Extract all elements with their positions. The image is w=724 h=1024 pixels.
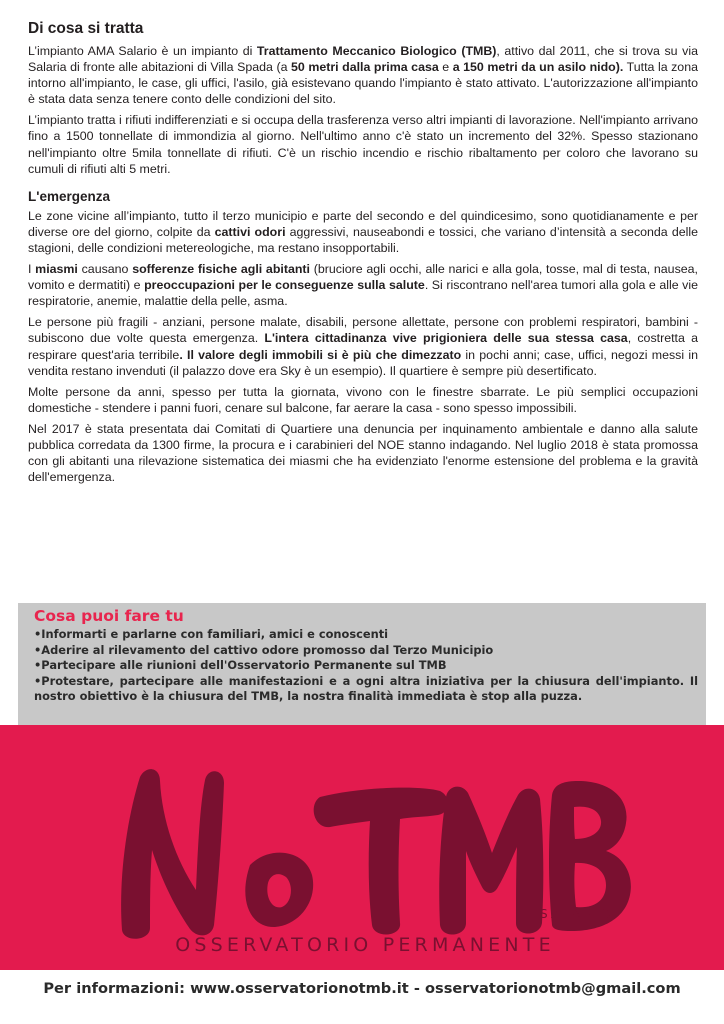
paragraph bbox=[28, 112, 698, 176]
bold-text: . Il valore degli immobili si è più che dimezzato bbox=[179, 347, 462, 362]
article bbox=[28, 20, 698, 490]
section-title-what: Di cosa si tratta bbox=[28, 20, 144, 37]
text: I bbox=[28, 262, 36, 277]
paragraph bbox=[28, 421, 698, 485]
bold-text: sofferenze fisiche agli abitanti bbox=[132, 262, 310, 277]
notmb-logo bbox=[0, 725, 724, 970]
text: e bbox=[438, 60, 453, 75]
text: . Si riscontrano nell'area tumori alla gola e alle vie respiratorie, anemie, malattie della pelle, asma. bbox=[28, 278, 699, 309]
action-item: •Partecipare alle riunioni dell'Osservatorio Permanente sul TMB bbox=[34, 658, 447, 672]
paragraph bbox=[28, 384, 698, 416]
footer bbox=[0, 970, 724, 1024]
logo-sub-text: SALARIO bbox=[540, 907, 614, 921]
action-item: •Protestare, partecipare alle manifestazioni e a ogni altra iniziativa per la chiusura dell'impianto. Il nostro obiettivo è la chiusura del TMB, la nostra finalità immediata è stop alla puzza. bbox=[34, 673, 698, 703]
text: Tutta la zona intorno all'impianto, le case, gli uffici, l'asilo, già esistevano quando l'impianto è stato attivato. L'autorizzazione all'impianto è stata data senza tenere conto delle condizioni del sito. bbox=[28, 60, 698, 107]
text: (bruciore agli occhi, alle narici e alla gola, tosse, mal di testa, nausea, vomito e dermatiti) e bbox=[28, 262, 698, 293]
paragraph bbox=[28, 43, 698, 107]
paragraph bbox=[28, 314, 698, 378]
actions-title: Cosa puoi fare tu bbox=[34, 607, 184, 625]
bold-text: L'intera cittadinanza vive prigioniera delle sua stessa casa bbox=[264, 331, 628, 346]
text: Le zone vicine all’impianto, tutto il terzo municipio e parte del secondo e del quindicesimo, sono quotidianamente e per diverse ore del giorno, colpite da bbox=[28, 208, 698, 239]
action-item: •Aderire al rilevamento del cattivo odore promosso dal Terzo Municipio bbox=[34, 642, 494, 657]
paragraph bbox=[28, 261, 698, 309]
paragraph bbox=[28, 208, 698, 256]
contact-info: Per informazioni: www.osservatorionotmb.it - osservatorionotmb@gmail.com bbox=[43, 980, 681, 997]
text: L’impianto AMA Salario è un impianto di bbox=[28, 44, 257, 58]
text: causano bbox=[77, 262, 133, 277]
text: , costretta a respirare quest'aria terribile bbox=[28, 331, 698, 362]
text: aggressivi, nauseabondi e tossici, che variano d’intensità a seconda delle stagioni, delle condizioni metereologiche, ma restano insopportabili. bbox=[28, 224, 699, 255]
text: in pochi anni; case, uffici, negozi messi in vendita restano invenduti (il palazzo dove era Sky è un esempio). Il quartiere è sempre più desertificato. bbox=[28, 347, 698, 378]
bold-text: a 150 metri da un asilo nido). bbox=[452, 60, 624, 75]
text: L’impianto tratta i rifiuti indifferenziati e si occupa della trasferenza verso altri impianti di lavorazione. Nell'impianto arrivano fino a 1500 tonnellate di immondizia al giorno. Nell'ultimo anno c'è stato un incremento del 32%. Spesso stazionano nell'impianto oltre 5mila tonnellate di rifiuti. C'è un rischio incendio e rischio ribaltamento per coloro che lavorano su cumuli di rifiuti alti 5 metri. bbox=[28, 113, 698, 176]
bold-text: 50 metri dalla prima casa bbox=[291, 60, 439, 75]
bold-text: miasmi bbox=[35, 262, 78, 277]
bold-text: cattivi odori bbox=[214, 224, 286, 239]
actions-box bbox=[18, 603, 706, 725]
text: Le persone più fragili - anziani, persone malate, disabili, persone allettate, persone con problemi respiratori, bambini - subiscono due volte questa emergenza. bbox=[28, 315, 698, 346]
logo-org-text: OSSERVATORIO PERMANENTE bbox=[175, 934, 555, 956]
bold-text: Trattamento Meccanico Biologico (TMB) bbox=[256, 44, 497, 58]
bold-text: preoccupazioni per le conseguenze sulla salute bbox=[144, 278, 425, 293]
action-item: •Informarti e parlarne con familiari, amici e conoscenti bbox=[34, 627, 389, 641]
text: Molte persone da anni, spesso per tutta la giornata, vivono con le finestre sbarrate. Le più semplici occupazioni domestiche - stendere i panni fuori, cenare sul balcone, far aerare la casa - sono spesso impossibili. bbox=[28, 384, 698, 415]
text: , attivo dal 2011, che si trova su via Salaria di fronte alle abitazioni di Villa Spada (a bbox=[28, 44, 698, 75]
text: Nel 2017 è stata presentata dai Comitati di Quartiere una denuncia per inquinamento ambientale e danno alla salute pubblica corredata da 1300 firme, la procura e i carabinieri del NOE stanno indagando. Nel luglio 2018 è stata promossa con gli abitanti una rilevazione sistematica dei miasmi che ha evidenziato l'enorme estensione del problema e la gravità dell'emergenza. bbox=[28, 421, 698, 485]
section-title-emergency: L'emergenza bbox=[28, 188, 110, 204]
logo-banner bbox=[0, 725, 724, 970]
